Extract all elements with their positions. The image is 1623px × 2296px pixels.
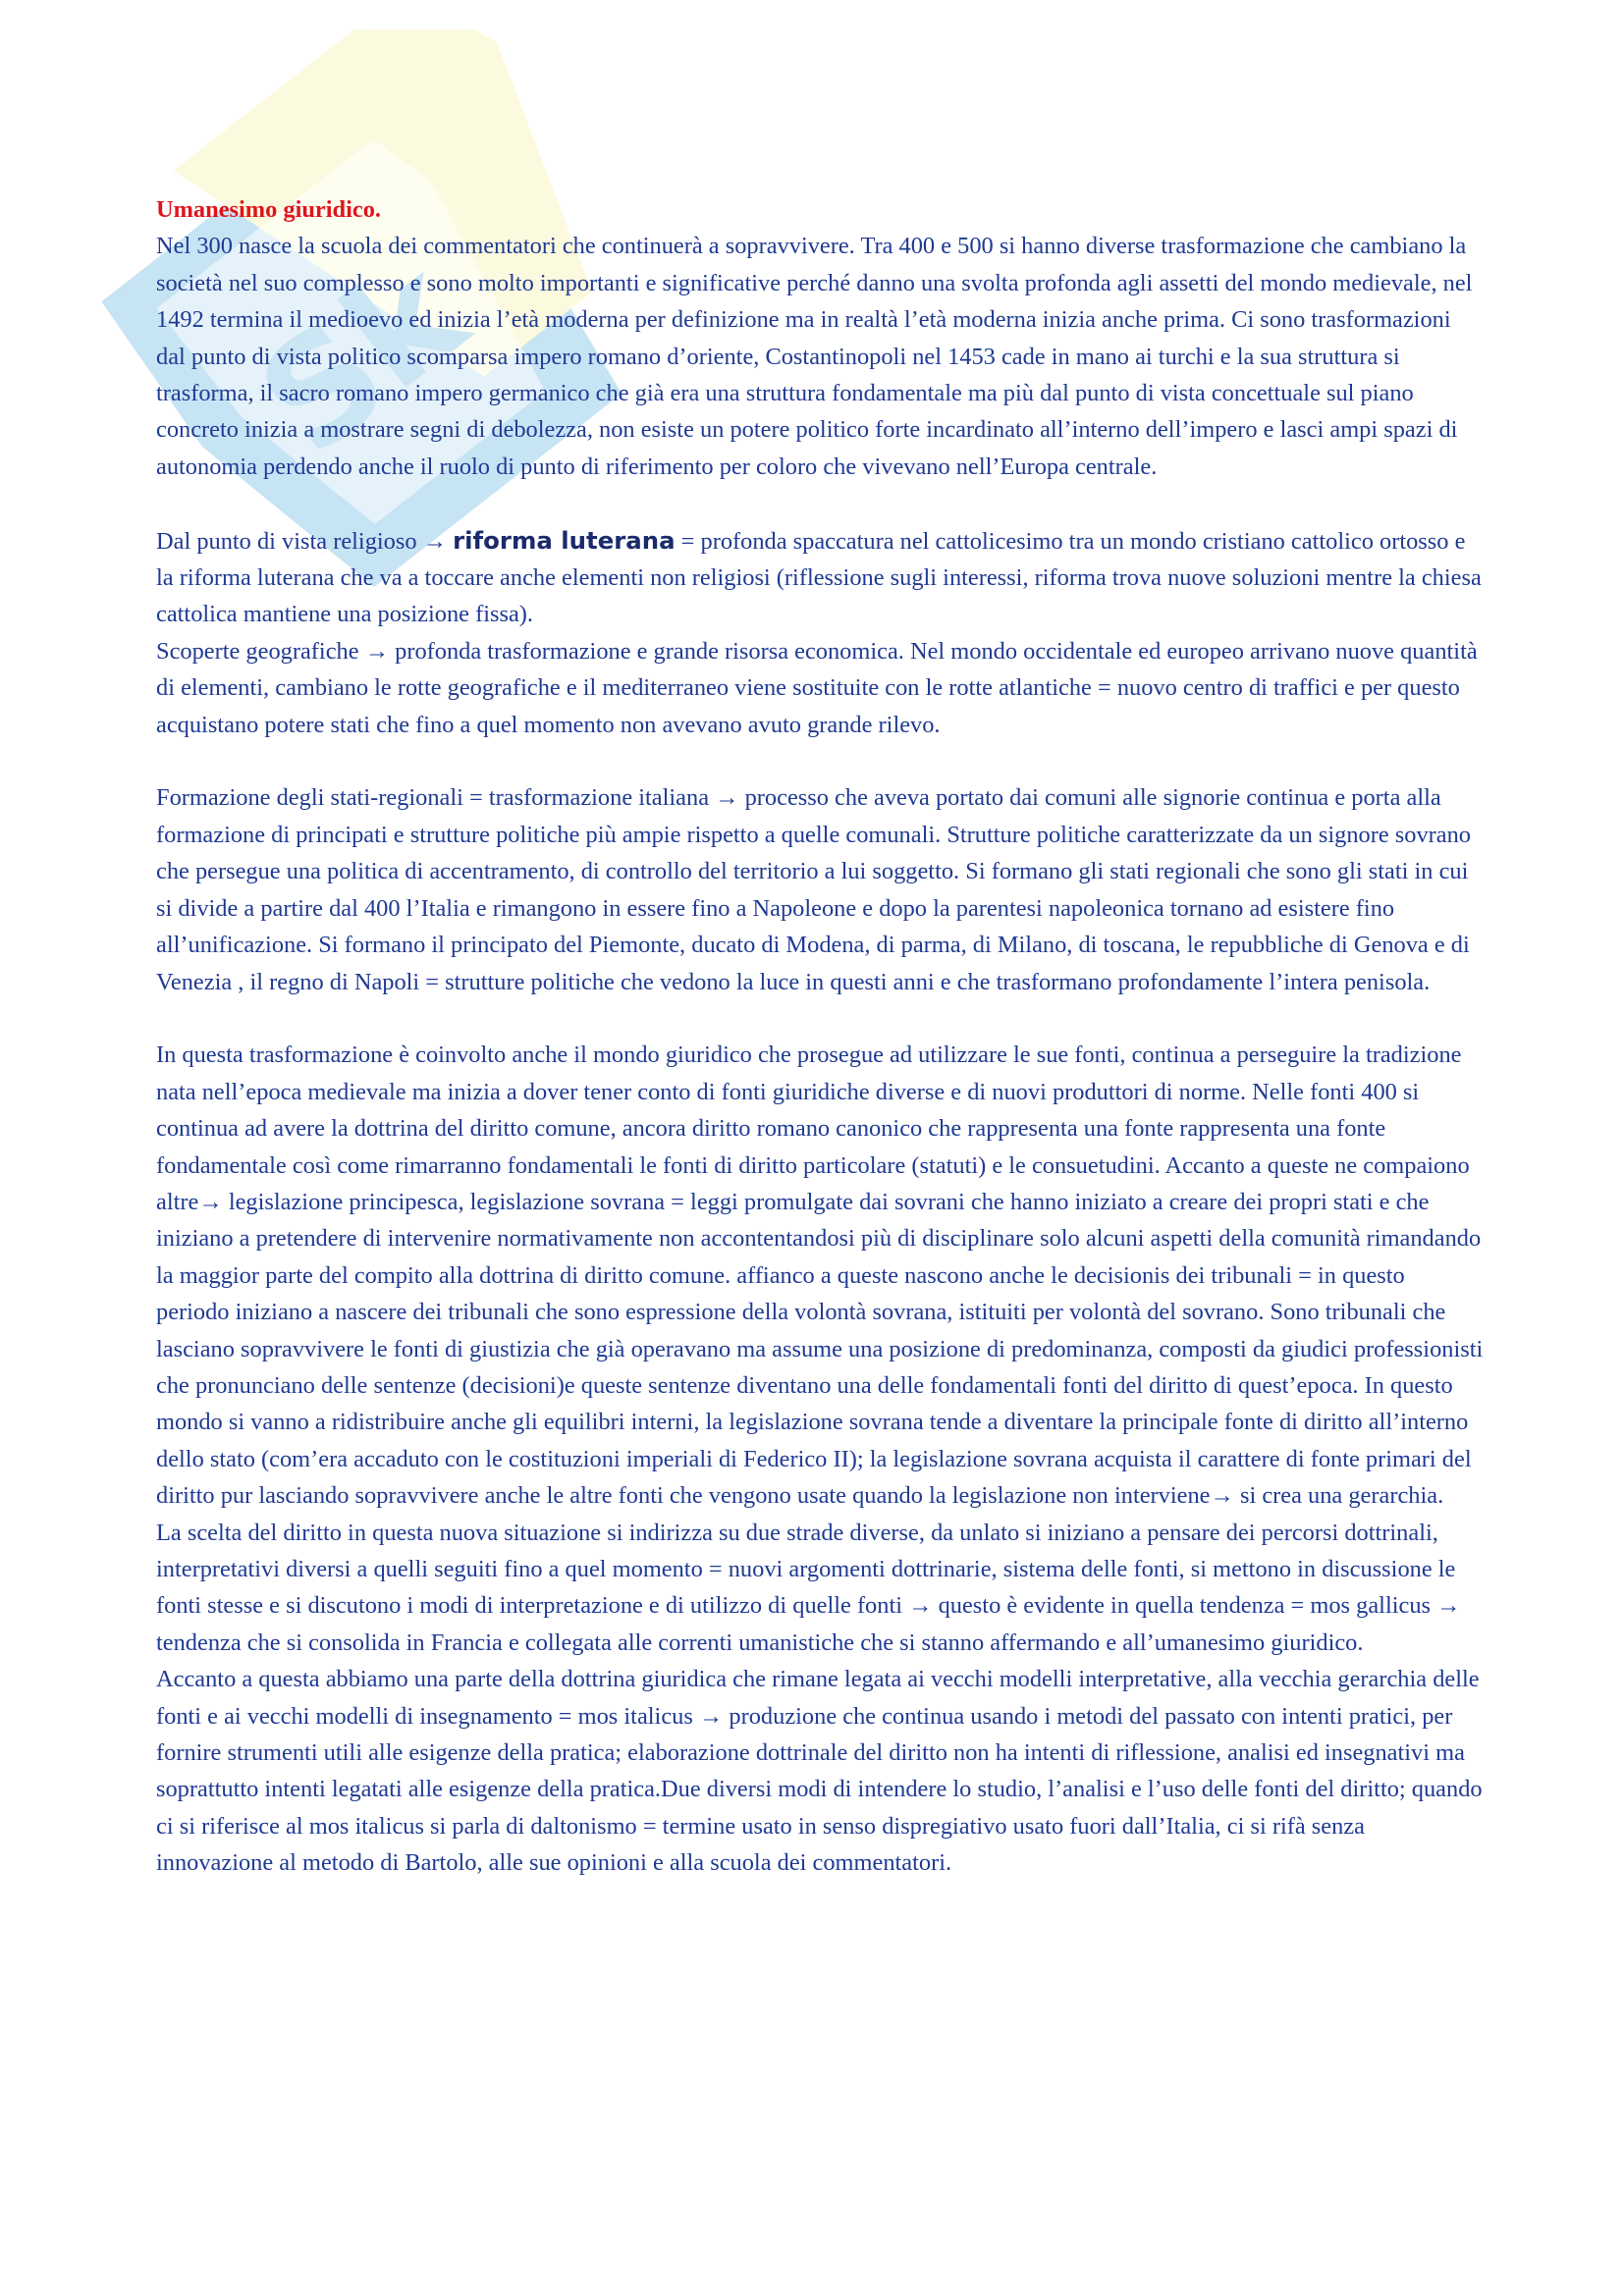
paragraph-5: In questa trasformazione è coinvolto anche il mondo giuridico che prosegue ad utilizzare le sue fonti, continua a perseguire la tradizione nata nell’epoca medievale ma inizia a dover tener conto di fonti giuridiche diverse e di nuovi produttori di norme. Nelle fonti 400 si continua ad avere la dottrina del diritto comune, ancora diritto romano canonico che rappresenta una fonte rappresenta una fonte fondamentale così come rimarranno fondamentali le fonti di diritto particolare (statuti) e le consuetudini. Accanto a queste ne compaiono altre→ legislazione principesca, legislazione sovrana = leggi promulgate dai sovrani che hanno iniziato a creare dei propri stati e che iniziano a pretendere di intervenire normativamente non accontentandosi più di disciplinare solo alcuni aspetti della comunità rimandando la maggior parte del compito alla dottrina di diritto comune. affianco a queste nascono anche le decisionis dei tribunali = in questo periodo iniziano a nascere dei tribunali che sono espressione della volontà sovrana, istituiti per volontà del sovrano. Sono tribunali che lasciano sopravvivere le fonti di giustizia che già operavano ma assume una posizione di predominanza, composti da giudici professionisti che pronunciano delle sentenze (decisioni)e queste sentenze diventano una delle fondamentali fonti del diritto di quest’epoca. In questo mondo si vanno a ridistribuire anche gli equilibri interni, la legislazione sovrana tende a diventare la principale fonte di diritto all’interno dello stato (com’era accaduto con le costituzioni imperiali di Federico II); la legislazione sovrana acquista il carattere di fonte primari del diritto pur lasciando sopravvivere anche le altre fonti che vengono usate quando la legislazione non interviene→ si crea una gerarchia. (156, 1041, 1484, 1510)
paragraph-gap (156, 485, 1484, 521)
document-title: Umanesimo giuridico. (156, 196, 381, 223)
svg-text:Sk: Sk (229, 228, 496, 489)
paragraph-2-lead: Dal punto di vista religioso → (156, 527, 454, 555)
paragraph-7: Accanto a questa abbiamo una parte della dottrina giuridica che rimane legata ai vecchi modelli interpretative, alla vecchia gerarchia delle fonti e ai vecchi modelli di insegnamento = mos italicus → produzione che continua usando i metodi del passato con intenti pratici, per fornire strumenti utili alle esigenze della pratica; elaborazione dottrinale del diritto non ha intenti di riflessione, analisi ed insegnativi ma soprattutto intenti legatati alle esigenze della pratica.Due diversi modi di intendere lo studio, l’analisi e l’uso delle fonti del diritto; quando ci si riferisce al mos italicus si parla di daltonismo = termine usato in senso dispregiativo usato fuori dall’Italia, ci si rifà senza innovazione al metodo di Bartolo, alle sue opinioni e alla scuola dei commentatori. (156, 1666, 1483, 1877)
paragraph-2 (156, 522, 1484, 633)
paragraph-2-bold-term: riforma luterana (453, 525, 676, 555)
paragraph-2-rest: = profonda spaccatura nel cattolicesimo tra un mondo cristiano cattolico ortosso e la riforma luterana che va a toccare anche elementi non religiosi (riflessione sugli interessi, riforma trova nuove soluzioni mentre la chiesa cattolica mantiene una posizione fissa). (156, 527, 1482, 628)
paragraph-3: Scoperte geografiche → profonda trasformazione e grande risorsa economica. Nel mondo occidentale ed europeo arrivano nuove quantità di elementi, cambiano le rotte geografiche e il mediterraneo viene sostituite con le rotte atlantiche = nuovo centro di traffici e per questo acquistano potere stati che fino a quel momento non avevano avuto grande rilevo. (156, 637, 1478, 738)
paragraph-1: Nel 300 nasce la scuola dei commentatori che continuerà a sopravvivere. Tra 400 e 500 si hanno diverse trasformazione che cambiano la società nel suo complesso e sono molto importanti e significative perché danno una svolta profonda agli assetti del mondo medievale, nel 1492 termina il medioevo ed inizia l’età moderna per definizione ma in realtà l’età moderna inizia anche prima. Ci sono trasformazioni dal punto di vista politico scomparsa impero romano d’oriente, Costantinopoli nel 1453 cade in mano ai turchi e la sua struttura si trasforma, il sacro romano impero germanico che già era una struttura fondamentale ma più dal punto di vista concettuale sul piano concreto inizia a mostrare segni di debolezza, non esiste un potere politico forte incardinato all’interno dell’impero e lasci ampi spazi di autonomia perdendo anche il ruolo di punto di riferimento per coloro che vivevano nell’Europa centrale. (156, 233, 1473, 480)
paragraph-6: La scelta del diritto in questa nuova situazione si indirizza su due strade diverse, da unlato si iniziano a pensare dei percorsi dottrinali, interpretativi diversi a quelli seguiti fino a quel momento = nuovi argomenti dottrinarie, sistema delle fonti, si mettono in discussione le fonti stesse e si discutono i modi di interpretazione e di utilizzo di quelle fonti → questo è evidente in quella tendenza = mos gallicus → tendenza che si consolida in Francia e collegata alle correnti umanistiche che si stanno affermando e all’umanesimo giuridico. (156, 1519, 1461, 1656)
paragraph-gap (156, 1000, 1484, 1037)
paragraph-gap (156, 743, 1484, 779)
paragraph-4: Formazione degli stati-regionali = trasformazione italiana → processo che aveva portato dai comuni alle signorie continua e porta alla formazione di principati e strutture politiche più ampie rispetto a quelle comunali. Strutture politiche caratterizzate da un signore sovrano che persegue una politica di accentramento, di controllo del territorio a lui soggetto. Si formano gli stati regionali che sono gli stati in cui si divide a partire dal 400 l’Italia e rimangono in essere fino a Napoleone e dopo la parentesi napoleonica tornano ad esistere fino all’unificazione. Si formano il principato del Piemonte, ducato di Modena, di parma, di Milano, di toscana, le repubbliche di Genova e di Venezia , il regno di Napoli = strutture politiche che vedono la luce in questi anni e che trasformano profondamente l’intera penisola. (156, 784, 1471, 995)
document-body (156, 191, 1484, 1882)
